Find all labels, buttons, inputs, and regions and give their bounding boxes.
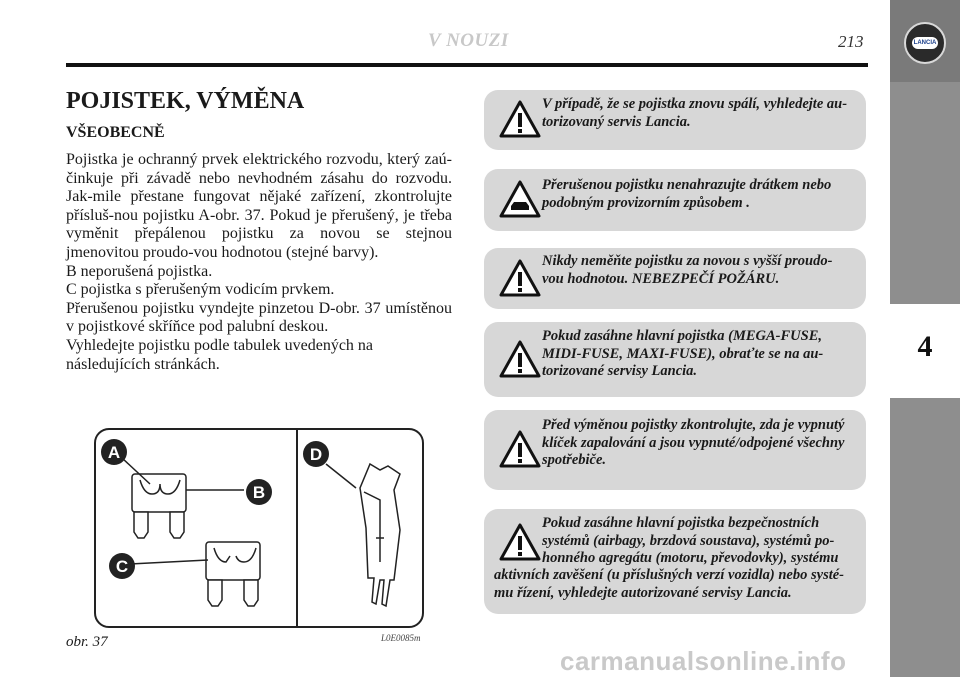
label-a-badge <box>101 439 127 465</box>
warning-triangle-icon <box>499 100 541 138</box>
page-number: 213 <box>838 32 864 51</box>
chapter-sidebar <box>890 0 960 677</box>
label-b-badge <box>246 479 272 505</box>
warning-triangle-icon <box>499 430 541 468</box>
warning-box <box>484 90 866 150</box>
figure-caption: obr. 37 <box>66 634 108 650</box>
warning-box <box>484 410 866 490</box>
warning-text: Pokud zasáhne hlavní pojistka (MEGA-FUSE, MIDI-FUSE, MAXI-FUSE), obraťte se na au-torizované servisy Lancia. <box>542 328 824 379</box>
warning-text: Nikdy neměňte pojistku za novou s vyšší proudo-vou hodnotou. NEBEZPEČÍ POŽÁRU. <box>542 253 833 287</box>
header-rule <box>66 63 868 67</box>
chapter-number: 4 <box>917 330 933 363</box>
warning-triangle-icon <box>499 340 541 378</box>
running-header-title: V NOUZI <box>428 30 509 51</box>
body-text <box>66 151 452 374</box>
warning-triangle-icon <box>499 523 541 561</box>
lancia-logo <box>904 22 946 64</box>
body-paragraph: B neporušená pojistka. <box>66 262 213 280</box>
warning-text: Přerušenou pojistku nenahrazujte drátkem nebo podobným provizorním způsobem . <box>542 177 832 211</box>
body-paragraph: Pojistka je ochranný prvek elektrického rozvodu, který zaú-činkuje při závadě nebo nevhodném zásahu do rozvodu. Jak-mile přestane fungovat nějaké zařízení, zkontrolujte přísluš-nou pojistku A-obr. 37. Pokud je přerušený, je třeba vyměnit přepálenou pojistku za novou se stejnou jmenovitou proudo-vou hodnotou (stejné barvy). <box>66 151 452 261</box>
warning-box <box>484 169 866 231</box>
subsection-title: VŠEOBECNĚ <box>66 124 165 141</box>
warning-text: Před výměnou pojistky zkontrolujte, zda je vypnutý klíček zapalování a jsou vypnuté/odpojené všechny spotřebiče. <box>542 417 845 468</box>
label-c-badge <box>109 553 135 579</box>
warning-box <box>484 322 866 397</box>
site-watermark: carmanualsonline.info <box>560 646 847 676</box>
label-d: D <box>309 445 323 464</box>
body-paragraph: Vyhledejte pojistku podle tabulek uvedených na následujících stránkách. <box>66 336 374 373</box>
warning-text-continued: aktivních zavěšení (u příslušných verzí vozidla) nebo systé-mu řízení, vyhledejte autorizované servisy Lancia. <box>494 567 845 601</box>
section-title: POJISTEK, VÝMĚNA <box>66 88 305 114</box>
warning-box <box>484 509 866 614</box>
warning-box <box>484 248 866 309</box>
lancia-logo-text: LANCIA <box>912 37 938 49</box>
warning-text: Pokud zasáhne hlavní pojistka bezpečnostních systémů (airbagy, brzdová soustava), systémů po-honného agregátu (motoru, převodovky), systému <box>542 515 839 566</box>
warning-triangle-icon <box>499 259 541 297</box>
body-paragraph: Přerušenou pojistku vyndejte pinzetou D-obr. 37 umístěnou v pojistkové skříňce pod palubní deskou. <box>66 299 452 336</box>
label-d-badge <box>303 441 329 467</box>
label-c: C <box>115 557 129 576</box>
sidebar-logo-area <box>890 0 960 82</box>
warning-text: V případě, že se pojistka znovu spálí, vyhledejte au-torizovaný servis Lancia. <box>542 96 848 130</box>
fuse-figure <box>94 428 424 628</box>
warning-triangle-car-icon <box>499 180 541 218</box>
label-a: A <box>107 443 121 462</box>
body-paragraph: C pojistka s přerušeným vodicím prvkem. <box>66 281 335 299</box>
figure-code: L0E0085m <box>381 633 421 643</box>
label-b: B <box>252 483 266 502</box>
